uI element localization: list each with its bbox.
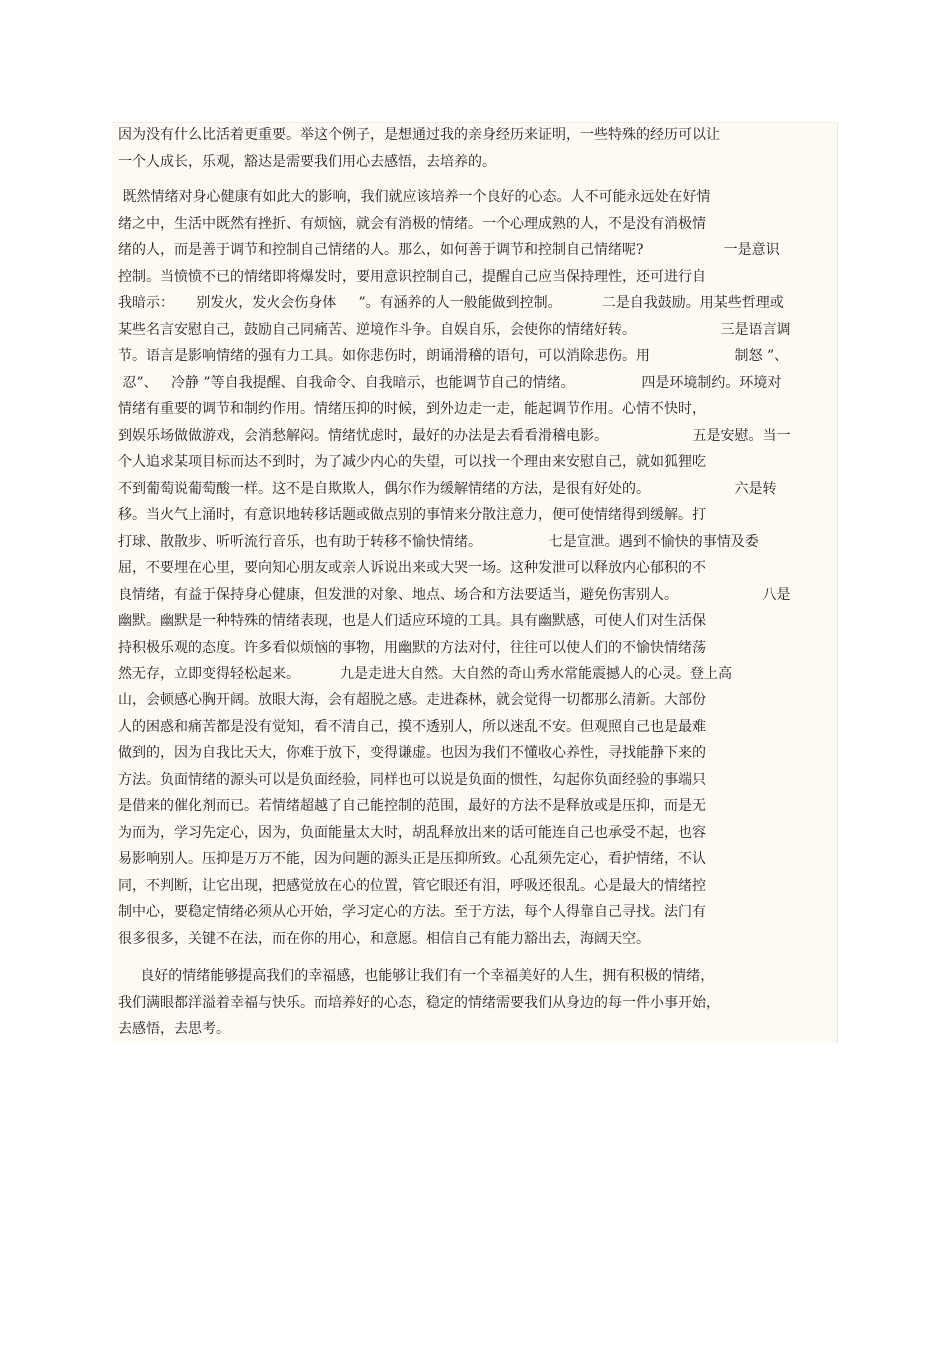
text-line: 某些名言安慰自己，鼓励自己同痛苦、逆境作斗争。自娱自乐，会使你的情绪好转。 三是语言调	[118, 322, 791, 338]
document-text-block	[112, 122, 838, 1043]
text-line: 方法。负面情绪的源头可以是负面经验，同样也可以说是负面的惯性，勾起你负面经验的事端只	[118, 772, 706, 788]
text-line: 幽默。幽默是一种特殊的情绪表现，也是人们适应环境的工具。具有幽默感，可使人们对生活保	[118, 613, 706, 629]
text-line: 一个人成长，乐观，豁达是需要我们用心去感悟，去培养的。	[118, 154, 496, 170]
text-line: 为而为，学习先定心，因为，负面能量太大时，胡乱释放出来的话可能连自己也承受不起，也容	[118, 825, 706, 841]
text-line: 到娱乐场做做游戏，会消愁解闷。情绪忧虑时，最好的办法是去看看滑稽电影。 五是安慰。当一	[118, 428, 791, 444]
text-line: 良情绪，有益于保持身心健康，但发泄的对象、地点、场合和方法要适当，避免伤害别人。 八是	[118, 587, 791, 603]
text-line: 我暗示： 别发火，发火会伤身体 ”。有涵养的人一般能做到控制。 二是自我鼓励。用某些哲理或	[118, 295, 784, 311]
text-line: 山，会顿感心胸开阔。放眼大海，会有超脱之感。走进森林，就会觉得一切都那么清新。大部份	[118, 692, 706, 708]
text-line: 因为没有什么比活着更重要。举这个例子，是想通过我的亲身经历来证明，一些特殊的经历可以让	[118, 127, 720, 143]
text-line: 制中心，要稳定情绪必须从心开始，学习定心的方法。至于方法，每个人得靠自己寻找。法门有	[118, 904, 706, 920]
text-line: 忍”、 冷静 ”等自我提醒、自我命令、自我暗示，也能调节自己的情绪。 四是环境制约。环境对	[118, 375, 782, 391]
text-line: 很多很多，关键不在法，而在你的用心，和意愿。相信自己有能力豁出去，海阔天空。	[118, 931, 650, 947]
text-line: 持积极乐观的态度。许多看似烦恼的事物，用幽默的方法对付，往往可以使人们的不愉快情绪荡	[118, 640, 706, 656]
text-line: 然无存，立即变得轻松起来。 九是走进大自然。大自然的奇山秀水常能震撼人的心灵。登上高	[118, 666, 733, 682]
text-line: 不到葡萄说葡萄酸一样。这不是自欺欺人，偶尔作为缓解情绪的方法，是很有好处的。 六是转	[118, 481, 777, 497]
text-line: 节。语言是影响情绪的强有力工具。如你悲伤时，朗诵滑稽的语句，可以消除悲伤。用 制怒 ”、	[118, 348, 789, 364]
text-line: 我们满眼都洋溢着幸福与快乐。而培养好的心态，稳定的情绪需要我们从身边的每一件小事开始，	[118, 995, 720, 1011]
text-line: 控制。当愤愤不已的情绪即将爆发时，要用意识控制自己，提醒自己应当保持理性，还可进行自	[118, 269, 706, 285]
text-line: 良好的情绪能够提高我们的幸福感，也能够让我们有一个幸福美好的人生，拥有积极的情绪，	[118, 968, 715, 984]
text-line: 屈，不要埋在心里，要向知心朋友或亲人诉说出来或大哭一场。这种发泄可以释放内心郁积的不	[118, 560, 706, 576]
text-line: 打球、散散步、听听流行音乐，也有助于转移不愉快情绪。 七是宣泄。遇到不愉快的事情及委	[118, 534, 759, 550]
text-line: 是借来的催化剂而已。若情绪超越了自己能控制的范围，最好的方法不是释放或是压抑，而是无	[118, 798, 706, 814]
text-line: 易影响别人。压抑是万万不能，因为问题的源头正是压抑所致。心乱须先定心，看护情绪，不认	[118, 851, 706, 867]
text-line: 绪之中，生活中既然有挫折、有烦恼，就会有消极的情绪。一个心理成熟的人，不是没有消极情	[118, 216, 706, 232]
text-line: 既然情绪对身心健康有如此大的影响，我们就应该培养一个良好的心态。人不可能永远处在好情	[118, 189, 711, 205]
text-line: 同，不判断，让它出现，把感觉放在心的位置，管它眼还有泪，呼吸还很乱。心是最大的情绪控	[118, 878, 706, 894]
text-line: 做到的，因为自我比天大，你难于放下，变得谦虚。也因为我们不懂收心养性，寻找能静下来的	[118, 745, 706, 761]
text-line: 绪的人，而是善于调节和控制自己情绪的人。那么，如何善于调节和控制自己情绪呢? 一是意识	[118, 242, 780, 258]
text-line: 个人追求某项目标而达不到时，为了减少内心的失望，可以找一个理由来安慰自己，就如狐狸吃	[118, 454, 706, 470]
text-line: 人的困惑和痛苦都是没有觉知，看不清自己，摸不透别人，所以迷乱不安。但观照自己也是最难	[118, 719, 706, 735]
text-line: 情绪有重要的调节和制约作用。情绪压抑的时候，到外边走一走，能起调节作用。心情不快时，	[118, 401, 706, 417]
text-line: 移。当火气上涌时，有意识地转移话题或做点别的事情来分散注意力，便可使情绪得到缓解。打	[118, 507, 706, 523]
text-line: 去感悟，去思考。	[118, 1021, 230, 1037]
